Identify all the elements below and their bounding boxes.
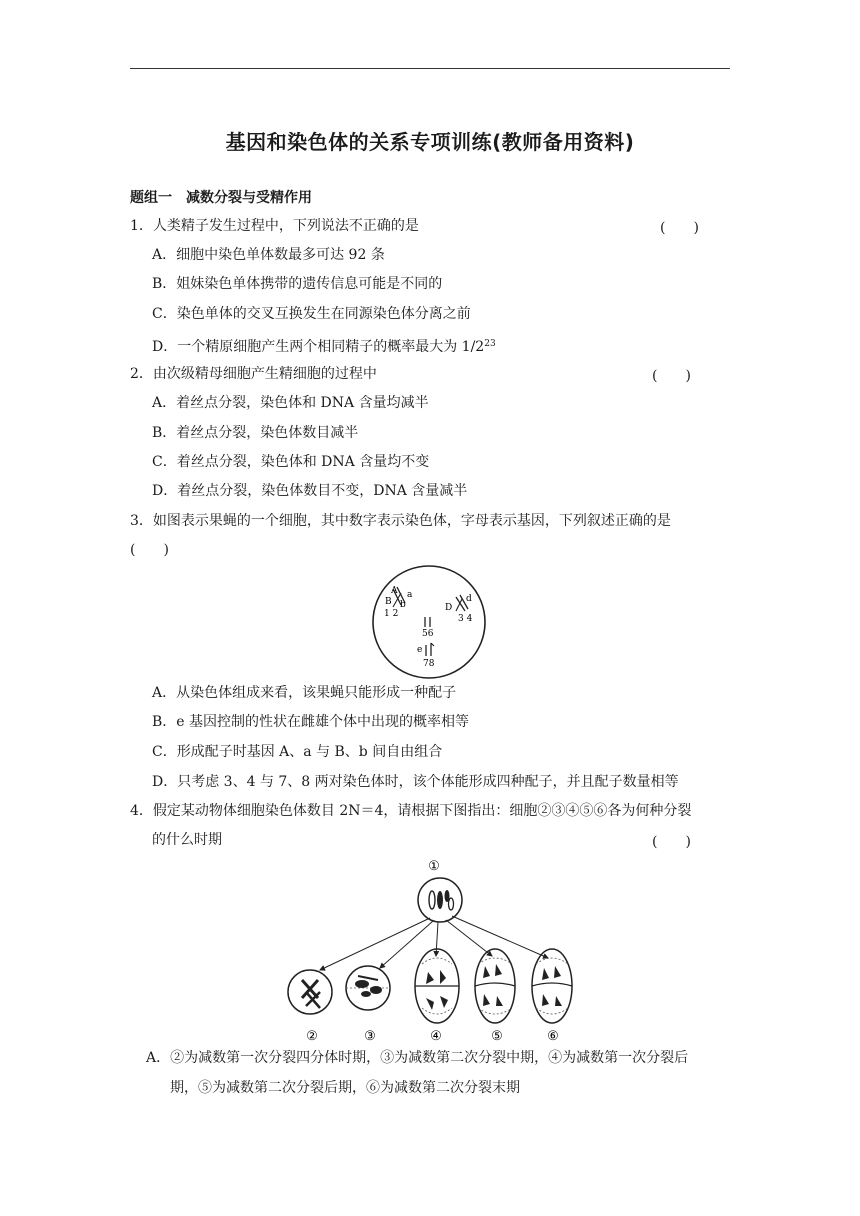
q1-option-b: B．姐妹染色单体携带的遗传信息可能是不同的 [152,276,443,292]
section-heading: 题组一 减数分裂与受精作用 [130,190,312,206]
gene-a-label: a [407,590,413,600]
q2-option-c: C．着丝点分裂，染色体和 DNA 含量均不变 [152,454,430,470]
cell-3-label: ③ [364,1029,376,1044]
q2-option-d: D．着丝点分裂，染色体数目不变，DNA 含量减半 [152,483,468,499]
cell-5-label: ⑤ [491,1029,503,1044]
gene-b-label: b [400,600,406,610]
q4-option-a: A．②为减数第一次分裂四分体时期，③为减数第二次分裂中期，④为减数第一次分裂后 [146,1050,689,1066]
chromosome-7-8-label: 78 [423,659,435,669]
q3-option-b: B．e 基因控制的性状在雌雄个体中出现的概率相等 [152,714,470,730]
q1-option-d [152,335,496,356]
q1-option-d-exponent: 23 [484,339,496,349]
cell-4-label: ④ [430,1029,442,1044]
gene-d-label: d [466,594,472,604]
answer-bracket: ( ) [660,220,699,236]
question-2-stem: 2．由次级精母细胞产生精细胞的过程中 [130,366,377,382]
q1-option-a: A．细胞中染色单体数最多可达 92 条 [152,247,385,263]
chromosome-5-6-label: 56 [422,629,434,639]
question-1-stem: 1．人类精子发生过程中，下列说法不正确的是 [130,218,419,234]
q1-option-d-text: D．一个精原细胞产生两个相同精子的概率最大为 1/2 [152,339,485,355]
cell-division-figure [280,852,590,1048]
page-title: 基因和染色体的关系专项训练(教师备用资料) [225,130,635,154]
q3-option-c: C．形成配子时基因 A、a 与 B、b 间自由组合 [152,744,443,760]
answer-bracket: ( ) [652,834,691,850]
q3-option-d: D．只考虑 3、4 与 7、8 两对染色体时，该个体能形成四种配子，并且配子数量相等 [152,774,679,790]
q1-option-c: C．染色单体的交叉互换发生在同源染色体分离之前 [152,306,471,322]
chromosome-3-4-label: 3 4 [458,614,473,624]
header-rule [130,68,730,69]
answer-bracket: ( ) [652,368,691,384]
cell-6-label: ⑥ [547,1029,559,1044]
chromosome-1-2-label: 1 2 [384,609,399,619]
gene-D-label: D [445,603,453,613]
q2-option-a: A．着丝点分裂，染色体和 DNA 含量均减半 [152,395,429,411]
question-3-bracket: ( ) [130,542,169,558]
q2-option-b: B．着丝点分裂，染色体数目减半 [152,425,359,441]
gene-e-label: e [417,645,423,655]
gene-B-label: B [385,597,392,607]
gene-A-label: A [391,586,398,596]
q4-option-a-cont: 期，⑤为减数第二次分裂后期，⑥为减数第二次分裂末期 [170,1080,520,1096]
question-3-stem: 3．如图表示果蝇的一个细胞，其中数字表示染色体，字母表示基因，下列叙述正确的是 [130,513,671,529]
fruit-fly-cell-figure [370,563,488,681]
question-4-stem: 4．假定某动物体细胞染色体数目 2N＝4，请根据下图指出：细胞②③④⑤⑥各为何种分裂 [130,803,692,819]
q3-option-a: A．从染色体组成来看，该果蝇只能形成一种配子 [152,685,457,701]
cell-1-label: ① [428,859,440,874]
cell-2-label: ② [306,1029,318,1044]
question-4-stem-cont: 的什么时期 [152,832,222,848]
